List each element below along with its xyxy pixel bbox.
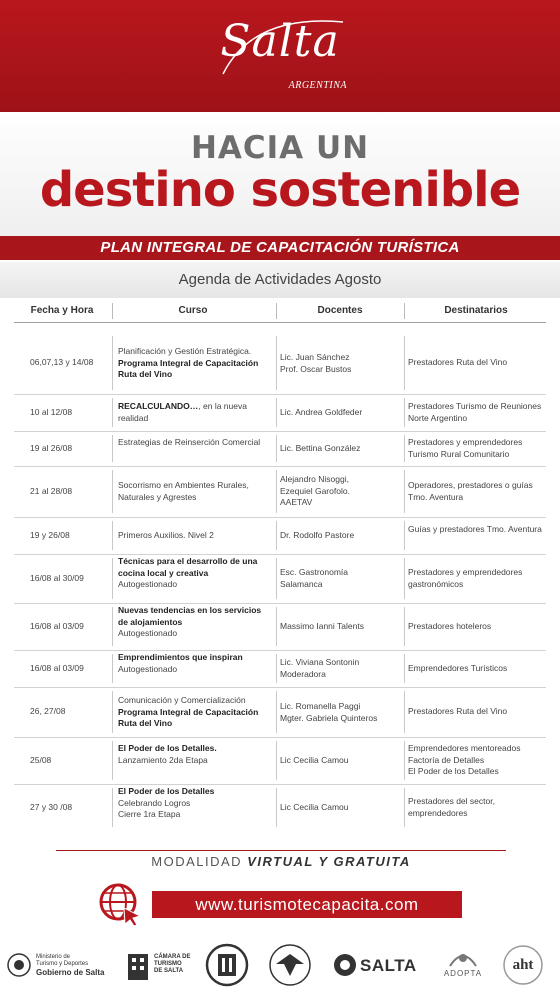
cell-fecha: [30, 486, 122, 498]
course-note: Autogestionado: [118, 628, 178, 638]
cell-text: Dr. Rodolfo Pastore: [280, 530, 355, 540]
salta-logo: [205, 12, 355, 102]
table-row: [14, 517, 546, 554]
modalidad-line: [56, 850, 506, 872]
column-divider: [404, 398, 405, 427]
course-text: Comunicación y Comercialización: [118, 695, 246, 705]
cell-destinatarios: [408, 401, 546, 424]
column-divider: [404, 654, 405, 683]
cell-destinatarios: [408, 663, 546, 675]
table-row: [14, 332, 546, 394]
column-divider: [276, 398, 277, 427]
cell-destinatarios: [408, 437, 546, 460]
cell-fecha: [30, 573, 122, 585]
modalidad-prefix: MODALIDAD: [151, 854, 243, 869]
cell-text: Lic. Viviana Sontonin Moderadora: [280, 657, 360, 679]
cell-text: Operadores, prestadores o guías Tmo. Aventura: [408, 480, 533, 502]
cell-text: 16/08 al 03/09: [30, 621, 84, 631]
cell-fecha: [30, 621, 122, 633]
table-row: [14, 554, 546, 603]
sponsor-camara-line1: CÁMARA DE: [154, 954, 191, 960]
column-divider: [404, 336, 405, 390]
cell-docentes: [280, 701, 400, 724]
hero-line-2: destino sostenible: [39, 162, 521, 218]
cell-destinatarios: [408, 621, 546, 633]
bird-emblem-icon: [266, 942, 314, 988]
cell-destinatarios: [408, 524, 546, 536]
sponsor-emblem-2: [266, 942, 316, 988]
cell-docentes: [280, 802, 400, 814]
sponsor-gob-line1: Ministerio de: [36, 954, 71, 960]
cell-curso: [118, 652, 272, 675]
course-title: Programa Integral de Capacitación Ruta del Vino: [118, 357, 259, 379]
column-divider: [276, 558, 277, 599]
cell-fecha: [30, 802, 122, 814]
header-curso: Curso: [178, 305, 208, 316]
sponsor-camara-turismo: [126, 942, 196, 988]
column-divider: [404, 521, 405, 550]
course-text: Estrategias de Reinserción Comercial: [118, 437, 261, 447]
header-divider: [276, 303, 277, 319]
table-row: [14, 431, 546, 466]
course-note: Celebrando Logros Cierre 1ra Etapa: [118, 797, 191, 819]
table-row: [14, 784, 546, 831]
cell-destinatarios: [408, 796, 546, 819]
sponsor-aht-text: aht: [512, 957, 534, 973]
column-divider: [404, 607, 405, 646]
course-note: Autogestionado: [118, 579, 178, 589]
cell-destinatarios: [408, 567, 546, 590]
column-divider: [276, 435, 277, 462]
cell-text: Esc. Gastronomía Salamanca: [280, 567, 349, 589]
column-divider: [276, 691, 277, 733]
cell-fecha: [30, 357, 122, 369]
table-row: [14, 394, 546, 431]
logo-subtext: ARGENTINA: [288, 80, 347, 91]
course-title: Programa Integral de Capacitación Ruta del Vino: [118, 706, 259, 728]
table-row: [14, 650, 546, 687]
cell-destinatarios: [408, 706, 546, 718]
cell-fecha: [30, 407, 122, 419]
column-divider: [404, 558, 405, 599]
cell-text: Lic Cecilia Camou: [280, 802, 349, 812]
course-title: El Poder de los Detalles.: [118, 743, 217, 753]
sponsor-gob-line2: Turismo y Deportes: [36, 961, 89, 967]
column-divider: [404, 435, 405, 462]
cell-text: Emprendedores mentoreados Factoría de Detalles El Poder de los Detalles: [408, 743, 521, 776]
cell-curso: [118, 605, 272, 640]
round-emblem-icon: [204, 942, 250, 988]
cell-text: Massimo Ianni Talents: [280, 621, 364, 631]
cell-text: Lic Cecilia Camou: [280, 755, 349, 765]
sponsor-aht: [502, 942, 546, 988]
sponsor-adopta-text: ADOPTA: [443, 969, 483, 978]
cell-text: 16/08 al 03/09: [30, 663, 84, 673]
course-title: Técnicas para el desarrollo de una cocina local y creativa: [118, 556, 258, 578]
cell-text: Lic. Juan Sánchez Prof. Oscar Bustos: [280, 352, 352, 374]
column-divider: [404, 470, 405, 513]
cell-text: Prestadores Turismo de Reuniones Norte Argentino: [408, 401, 542, 423]
cell-docentes: [280, 657, 400, 680]
logo-swoosh-icon: [213, 14, 353, 84]
course-text: Socorrismo en Ambientes Rurales, Naturales y Agrestes: [118, 480, 249, 502]
cell-text: Lic. Bettina González: [280, 443, 361, 453]
cell-text: Prestadores Ruta del Vino: [408, 706, 508, 716]
table-row: [14, 466, 546, 517]
adopta-emblem-icon: [448, 946, 478, 968]
cell-docentes: [280, 755, 400, 767]
column-divider: [276, 521, 277, 550]
sponsor-salta: [332, 942, 424, 988]
cell-curso: [118, 556, 272, 591]
cell-text: Alejandro Nisoggi, Ezequiel Garofolo. AAETAV: [280, 474, 350, 507]
cell-text: Lic. Andrea Goldfeder: [280, 407, 363, 417]
cell-curso: [118, 346, 272, 381]
cell-text: Prestadores hoteleros: [408, 621, 492, 631]
agenda-title: Agenda de Actividades Agosto: [0, 262, 560, 298]
cell-destinatarios: [408, 743, 546, 778]
cell-curso: [118, 480, 272, 503]
cell-docentes: [280, 443, 400, 455]
sponsor-adopta: [434, 942, 492, 988]
column-divider: [404, 788, 405, 827]
column-divider: [276, 470, 277, 513]
cell-text: 21 al 28/08: [30, 486, 73, 496]
cell-text: 10 al 12/08: [30, 407, 73, 417]
cell-text: 16/08 al 30/09: [30, 573, 84, 583]
sponsor-emblem-1: [204, 942, 252, 988]
header-banner: [0, 0, 560, 112]
cell-curso: [118, 530, 272, 542]
modalidad-emphasis: VIRTUAL Y GRATUITA: [247, 854, 411, 869]
sponsor-gobierno-salta: [6, 942, 116, 988]
cell-fecha: [30, 663, 122, 675]
column-divider: [276, 607, 277, 646]
website-link[interactable]: www.turismotecapacita.com: [152, 891, 462, 918]
cell-text: 25/08: [30, 755, 52, 765]
column-divider: [404, 741, 405, 780]
cell-docentes: [280, 567, 400, 590]
column-divider: [276, 741, 277, 780]
table-row: [14, 737, 546, 784]
course-text: Primeros Auxilios. Nivel 2: [118, 530, 214, 540]
course-note: Lanzamiento 2da Etapa: [118, 754, 208, 765]
cell-text: 27 y 30 /08: [30, 802, 73, 812]
sponsor-gob-line3: Gobierno de Salta: [36, 968, 105, 977]
table-row: [14, 687, 546, 737]
course-note: Autogestionado: [118, 663, 178, 674]
hero-line-1: HACIA UN: [190, 130, 370, 166]
header-fecha: Fecha y Hora: [30, 305, 94, 316]
cell-curso: [118, 437, 272, 449]
course-title: Nuevas tendencias en los servicios de alojamientos: [118, 605, 262, 627]
table-row: [14, 603, 546, 650]
sponsor-camara-line2: TURISMO: [154, 961, 182, 967]
cell-docentes: [280, 621, 400, 633]
cell-curso: [118, 786, 272, 821]
cell-destinatarios: [408, 357, 546, 369]
cell-fecha: [30, 443, 122, 455]
cell-docentes: [280, 474, 400, 509]
column-divider: [276, 336, 277, 390]
cell-text: Emprendedores Turísticos: [408, 663, 508, 673]
hero-title-block: [0, 112, 560, 236]
cell-text: Lic. Romanella Paggi Mgter. Gabriela Quinteros: [280, 701, 378, 723]
header-docentes: Docentes: [317, 305, 363, 316]
cell-text: 26, 27/08: [30, 706, 66, 716]
cell-curso: [118, 695, 272, 730]
header-destinatarios: Destinatarios: [444, 305, 508, 316]
logo-text: Salta: [220, 16, 340, 67]
cell-curso: [118, 401, 272, 424]
cell-curso: [118, 743, 272, 766]
sponsor-logos: [0, 936, 560, 997]
cell-docentes: [280, 407, 400, 419]
building-icon: [126, 950, 150, 982]
course-title: Emprendimientos que inspiran: [118, 652, 243, 662]
cell-docentes: [280, 352, 400, 375]
cell-docentes: [280, 530, 400, 542]
table-header: [14, 299, 546, 323]
sun-icon: [332, 952, 358, 978]
cell-text: Prestadores Ruta del Vino: [408, 357, 508, 367]
sponsor-camara-line3: DE SALTA: [154, 968, 184, 974]
cell-fecha: [30, 706, 122, 718]
cell-text: Guías y prestadores Tmo. Aventura: [408, 524, 542, 534]
course-title: El Poder de los Detalles: [118, 786, 215, 796]
cell-fecha: [30, 530, 122, 542]
globe-cursor-icon: [96, 880, 144, 928]
header-divider: [112, 303, 113, 319]
cell-text: Prestadores y emprendedores gastronómicos: [408, 567, 523, 589]
cell-fecha: [30, 755, 122, 767]
course-title: RECALCULANDO…: [118, 401, 199, 411]
cell-destinatarios: [408, 480, 546, 503]
column-divider: [404, 691, 405, 733]
plan-title-bar: PLAN INTEGRAL DE CAPACITACIÓN TURÍSTICA: [0, 236, 560, 260]
cell-text: 06,07,13 y 14/08: [30, 357, 94, 367]
shield-icon: [6, 948, 32, 982]
cell-text: 19 y 26/08: [30, 530, 70, 540]
cell-text: 19 al 26/08: [30, 443, 73, 453]
sponsor-salta-text: SALTA: [360, 956, 417, 975]
course-note: , en la nueva realidad: [118, 401, 247, 423]
column-divider: [276, 654, 277, 683]
course-text: Planificación y Gestión Estratégica.: [118, 346, 252, 356]
column-divider: [276, 788, 277, 827]
cell-text: Prestadores del sector, emprendedores: [408, 796, 495, 818]
cell-text: Prestadores y emprendedores Turismo Rural Comunitario: [408, 437, 523, 459]
header-divider: [404, 303, 405, 319]
